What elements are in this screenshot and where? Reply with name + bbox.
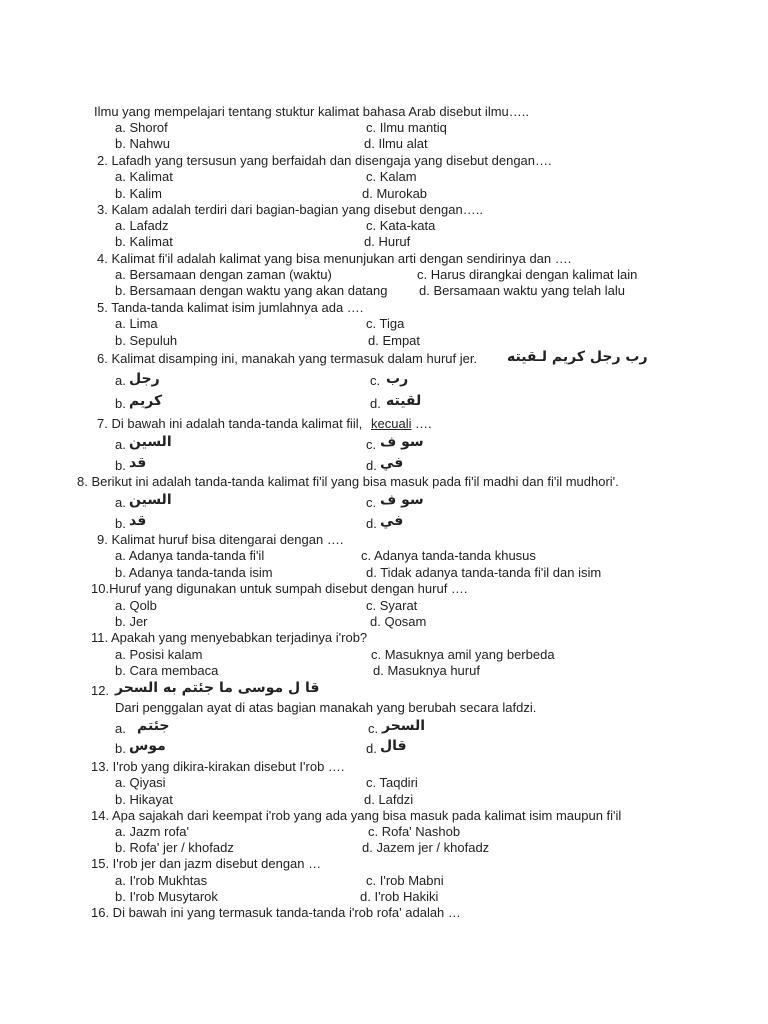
arabic-text-q8-c-ar: سو ف	[380, 492, 424, 508]
arabic-text-q6-b-ar: كريم	[129, 393, 163, 409]
question-text-q10: 10.Huruf yang digunakan untuk sumpah disebut dengan huruf ….	[91, 581, 468, 596]
question-text-q1: Ilmu yang mempelajari tentang stuktur kalimat bahasa Arab disebut ilmu…..	[94, 104, 529, 119]
arabic-text-q6-a-ar: رجل	[129, 371, 160, 387]
arabic-text-q6-c-ar: رب	[386, 371, 409, 387]
answer-option-q10-d: d. Qosam	[370, 614, 427, 629]
question-text-q11: 11. Apakah yang menyebabkan terjadinya i'rob?	[91, 630, 368, 645]
answer-option-q11-a: a. Posisi kalam	[115, 647, 203, 662]
answer-option-q7-b: b.	[115, 458, 126, 473]
question-text-q15: 15. I'rob jer dan jazm disebut dengan …	[91, 856, 322, 871]
answer-option-q13-d: d. Lafdzi	[364, 792, 414, 807]
answer-option-q15-c: c. I'rob Mabni	[366, 873, 444, 888]
arabic-text-q12-c-ar: السحر	[382, 718, 426, 734]
answer-option-q2-b: b. Kalim	[115, 186, 162, 201]
answer-option-q1-d: d. Ilmu alat	[364, 136, 428, 151]
question-text-q14: 14. Apa sajakah dari keempat i'rob yang ada yang bisa masuk pada kalimat isim maupun fi'il	[91, 808, 622, 823]
arabic-text-q12-b-ar: موس	[129, 738, 166, 754]
question-text-q6: 6. Kalimat disamping ini, manakah yang termasuk dalam huruf jer.	[97, 351, 478, 366]
question-text-q12-sub: Dari penggalan ayat di atas bagian manakah yang berubah secara lafdzi.	[115, 700, 537, 715]
arabic-text-q8-a-ar: السين	[129, 492, 172, 508]
emphasis-text-q7-kecuali: kecuali	[371, 416, 412, 431]
answer-option-q5-d: d. Empat	[368, 333, 421, 348]
answer-option-q1-a: a. Shorof	[115, 120, 168, 135]
answer-option-q15-d: d. I'rob Hakiki	[360, 889, 439, 904]
question-text-q7-tail: ….	[415, 416, 432, 431]
answer-option-q8-a: a.	[115, 495, 126, 510]
answer-option-q13-a: a. Qiyasi	[115, 775, 166, 790]
answer-option-q3-c: c. Kata-kata	[366, 218, 436, 233]
question-text-q5: 5. Tanda-tanda kalimat isim jumlahnya ada ….	[97, 300, 364, 315]
answer-option-q2-c: c. Kalam	[366, 169, 417, 184]
answer-option-q2-a: a. Kalimat	[115, 169, 173, 184]
answer-option-q5-c: c. Tiga	[366, 316, 405, 331]
answer-option-q6-d: d.	[370, 396, 381, 411]
arabic-text-q7-d-ar: في	[380, 455, 404, 471]
answer-option-q7-c: c.	[366, 437, 377, 452]
answer-option-q6-c: c.	[370, 373, 381, 388]
answer-option-q9-a: a. Adanya tanda-tanda fi'il	[115, 548, 265, 563]
question-text-q4: 4. Kalimat fi'il adalah kalimat yang bisa menunjukan arti dengan sendirinya dan ….	[97, 251, 572, 266]
answer-option-q12-d: d.	[366, 741, 377, 756]
answer-option-q3-d: d. Huruf	[364, 234, 411, 249]
answer-option-q4-b: b. Bersamaan dengan waktu yang akan datang	[115, 283, 388, 298]
question-text-q12: 12.	[91, 683, 110, 698]
arabic-text-q8-b-ar: قد	[129, 513, 147, 529]
question-text-q9: 9. Kalimat huruf bisa ditengarai dengan ….	[97, 532, 344, 547]
answer-option-q15-a: a. I'rob Mukhtas	[115, 873, 208, 888]
answer-option-q6-b: b.	[115, 396, 126, 411]
answer-option-q10-a: a. Qolb	[115, 598, 157, 613]
answer-option-q9-d: d. Tidak adanya tanda-tanda fi'il dan isim	[366, 565, 602, 580]
arabic-text-q7-b-ar: قد	[129, 455, 147, 471]
answer-option-q2-d: d. Murokab	[362, 186, 428, 201]
answer-option-q7-d: d.	[366, 458, 377, 473]
answer-option-q13-b: b. Hikayat	[115, 792, 173, 807]
answer-option-q1-c: c. Ilmu mantiq	[366, 120, 447, 135]
question-text-q7: 7. Di bawah ini adalah tanda-tanda kalimat fiil,	[97, 416, 363, 431]
answer-option-q13-c: c. Taqdiri	[366, 775, 418, 790]
answer-option-q8-d: d.	[366, 516, 377, 531]
answer-option-q14-a: a. Jazm rofa'	[115, 824, 190, 839]
answer-option-q5-a: a. Lima	[115, 316, 158, 331]
question-text-q13: 13. I'rob yang dikira-kirakan disebut I'rob ….	[91, 759, 345, 774]
answer-option-q6-a: a.	[115, 373, 126, 388]
answer-option-q11-d: d. Masuknya huruf	[373, 663, 480, 678]
answer-option-q12-a: a.	[115, 721, 126, 736]
answer-option-q10-c: c. Syarat	[366, 598, 418, 613]
answer-option-q15-b: b. I'rob Musytarok	[115, 889, 218, 904]
question-text-q2: 2. Lafadh yang tersusun yang berfaidah dan disengaja yang disebut dengan….	[97, 153, 552, 168]
answer-option-q5-b: b. Sepuluh	[115, 333, 178, 348]
arabic-text-q6-ar: رب رجل كريم لـقيته	[507, 349, 648, 365]
answer-option-q7-a: a.	[115, 437, 126, 452]
arabic-text-q12-ar: قا ل موسى ما جئتم به السحر	[115, 680, 320, 696]
answer-option-q4-a: a. Bersamaan dengan zaman (waktu)	[115, 267, 332, 282]
arabic-text-q6-d-ar: لقيته	[386, 393, 422, 409]
answer-option-q11-c: c. Masuknya amil yang berbeda	[371, 647, 555, 662]
answer-option-q14-b: b. Rofa' jer / khofadz	[115, 840, 234, 855]
answer-option-q10-b: b. Jer	[115, 614, 148, 629]
arabic-text-q7-a-ar: السين	[129, 434, 172, 450]
answer-option-q3-b: b. Kalimat	[115, 234, 173, 249]
answer-option-q14-c: c. Rofa' Nashob	[368, 824, 461, 839]
answer-option-q14-d: d. Jazem jer / khofadz	[362, 840, 490, 855]
answer-option-q3-a: a. Lafadz	[115, 218, 169, 233]
answer-option-q11-b: b. Cara membaca	[115, 663, 219, 678]
answer-option-q9-c: c. Adanya tanda-tanda khusus	[361, 548, 536, 563]
question-text-q3: 3. Kalam adalah terdiri dari bagian-bagian yang disebut dengan…..	[97, 202, 483, 217]
answer-option-q12-b: b.	[115, 741, 126, 756]
arabic-text-q8-d-ar: في	[380, 513, 404, 529]
answer-option-q9-b: b. Adanya tanda-tanda isim	[115, 565, 273, 580]
answer-option-q12-c: c.	[368, 721, 379, 736]
arabic-text-q7-c-ar: سو ف	[380, 434, 424, 450]
answer-option-q4-d: d. Bersamaan waktu yang telah lalu	[419, 283, 625, 298]
question-text-q8: 8. Berikut ini adalah tanda-tanda kalimat fi'il yang bisa masuk pada fi'il madhi dan fi'il mudhori'.	[77, 474, 619, 489]
answer-option-q4-c: c. Harus dirangkai dengan kalimat lain	[417, 267, 638, 282]
question-text-q16: 16. Di bawah ini yang termasuk tanda-tanda i'rob rofa' adalah …	[91, 905, 461, 920]
answer-option-q1-b: b. Nahwu	[115, 136, 170, 151]
answer-option-q8-c: c.	[366, 495, 377, 510]
arabic-text-q12-a-ar: جئتم	[137, 718, 170, 734]
answer-option-q8-b: b.	[115, 516, 126, 531]
arabic-text-q12-d-ar: قال	[380, 738, 407, 754]
